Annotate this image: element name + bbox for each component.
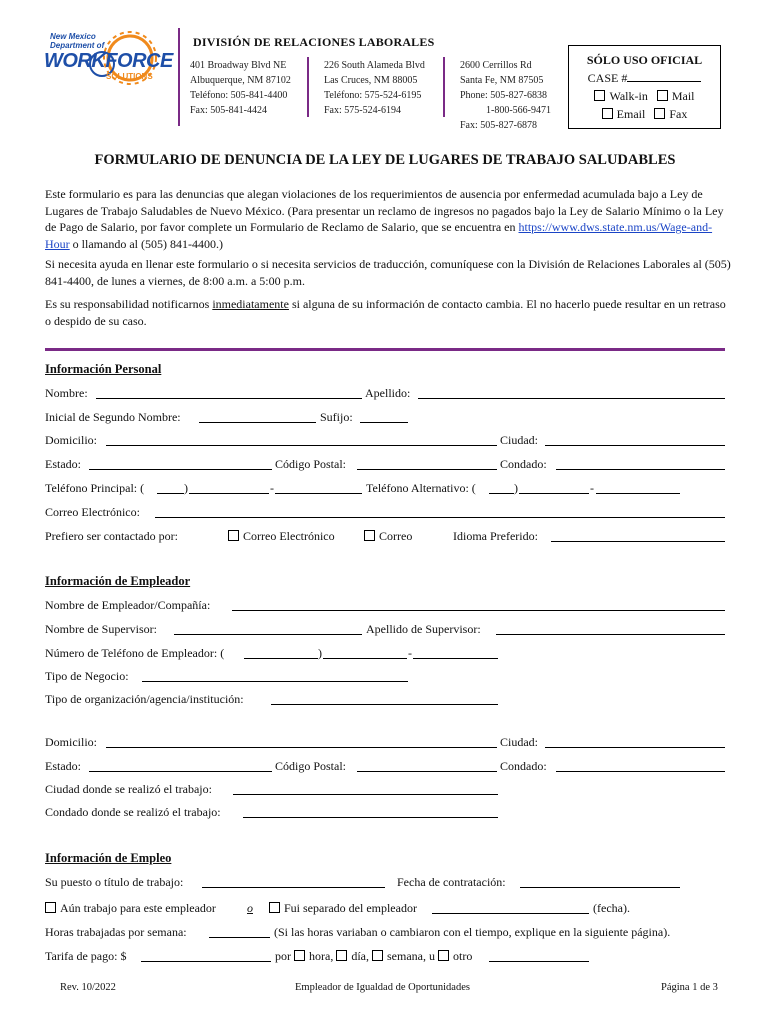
work-county-label: Condado donde se realizó el trabajo:	[45, 805, 221, 819]
contact-mail-label: Correo	[379, 529, 413, 543]
intro-text: Es su responsabilidad notificarnos	[45, 297, 213, 311]
middle-initial-label: Inicial de Segundo Nombre:	[45, 410, 181, 424]
first-name-label: Nombre:	[45, 386, 88, 400]
zip-field[interactable]	[357, 469, 497, 470]
phone-line: 1-800-566-9471	[486, 105, 551, 116]
suffix-label: Sufijo:	[320, 410, 353, 424]
mail-checkbox[interactable]	[657, 90, 668, 101]
hire-date-field[interactable]	[520, 887, 680, 888]
address-field[interactable]	[106, 445, 497, 446]
work-city-field[interactable]	[233, 794, 498, 795]
address-line: 226 South Alameda Blvd	[324, 60, 425, 71]
employer-county-field[interactable]	[556, 771, 725, 772]
employer-city-label: Ciudad:	[500, 735, 538, 749]
phone-line: Phone: 505-827-6838	[460, 90, 547, 101]
contact-email-checkbox[interactable]	[228, 530, 239, 541]
employer-phone-line-field[interactable]	[413, 658, 498, 659]
language-field[interactable]	[551, 541, 725, 542]
fax-line: Fax: 505-827-6878	[460, 120, 537, 131]
per-label: por	[275, 949, 291, 963]
intro-text: o llamando al (505) 841-4400.)	[69, 236, 223, 251]
per-day-label: día,	[351, 949, 369, 963]
supervisor-last-label: Apellido de Supervisor:	[366, 622, 481, 636]
primary-phone-area-field[interactable]	[157, 493, 184, 494]
separation-date-field[interactable]	[432, 913, 589, 914]
last-name-field[interactable]	[418, 398, 725, 399]
intro-paragraph-3	[45, 296, 731, 329]
walkin-checkbox[interactable]	[594, 90, 605, 101]
pay-rate-field[interactable]	[141, 961, 271, 962]
employer-phone-area-field[interactable]	[244, 658, 318, 659]
employer-name-label: Nombre de Empleador/Compañía:	[45, 598, 211, 612]
per-week-label: semana, u	[387, 949, 435, 963]
dash: -	[590, 481, 594, 495]
intro-paragraph-1	[45, 186, 731, 252]
fax-label: Fax	[669, 107, 688, 121]
footer-eoe: Empleador de Igualdad de Oportunidades	[295, 982, 470, 993]
office-las-cruces	[324, 58, 425, 118]
contact-preference-label: Prefiero ser contactado por:	[45, 529, 178, 543]
org-type-field[interactable]	[271, 704, 498, 705]
employer-name-field[interactable]	[232, 610, 725, 611]
official-use-box	[568, 45, 721, 129]
pay-other-field[interactable]	[489, 961, 589, 962]
job-title-field[interactable]	[202, 887, 385, 888]
division-title: DIVISIÓN DE RELACIONES LABORALES	[193, 35, 435, 49]
mail-label: Mail	[671, 89, 695, 103]
employer-county-label: Condado:	[500, 759, 547, 773]
org-type-label: Tipo de organización/agencia/institución:	[45, 692, 244, 706]
form-title: FORMULARIO DE DENUNCIA DE LA LEY DE LUGARES DE TRABAJO SALUDABLES	[94, 152, 676, 168]
last-name-label: Apellido:	[365, 386, 411, 400]
email-label: Email	[616, 107, 646, 121]
employer-phone-label: Número de Teléfono de Empleador: (	[45, 646, 225, 660]
state-label: Estado:	[45, 457, 81, 471]
or-text: o	[247, 901, 253, 915]
business-type-field[interactable]	[142, 681, 408, 682]
supervisor-last-field[interactable]	[496, 634, 725, 635]
contact-email-label: Correo Electrónico	[243, 529, 335, 543]
per-hour-label: hora,	[309, 949, 334, 963]
employment-info-heading: Información de Empleo	[45, 851, 172, 865]
employer-zip-label: Código Postal:	[275, 759, 347, 773]
work-county-field[interactable]	[243, 817, 498, 818]
primary-phone-prefix-field[interactable]	[189, 493, 269, 494]
employer-state-label: Estado:	[45, 759, 81, 773]
contact-mail-option[interactable]	[364, 529, 412, 544]
revision-date: Rev. 10/2022	[60, 982, 116, 993]
employer-info-heading: Información de Empleador	[45, 574, 191, 588]
still-employed-label: Aún trabajo para este empleador	[60, 901, 216, 915]
primary-phone-label: Teléfono Principal: (	[45, 481, 145, 495]
phone-line: Teléfono: 505-841-4400	[190, 90, 288, 101]
pay-per-options	[275, 949, 472, 964]
header-divider	[307, 57, 309, 117]
address-line: 401 Broadway Blvd NE	[190, 60, 287, 71]
phone-line: Teléfono: 575-524-6195	[324, 90, 422, 101]
office-santa-fe	[460, 58, 551, 133]
paren-close: )	[514, 481, 518, 495]
address-line: 2600 Cerrillos Rd	[460, 60, 532, 71]
logo-line3: WORKFORCE	[44, 50, 173, 72]
intro-paragraph-2: Si necesita ayuda en llenar este formulario o si necesita servicios de traducción, comuníquese con la División de Relaciones Laborales al (505) 841-4400, de lunes a viernes, de 8:00 a.m. a 5:00 p.m.	[45, 257, 731, 288]
pay-rate-label: Tarifa de pago: $	[45, 949, 127, 963]
personal-info-heading: Información Personal	[45, 362, 162, 376]
separated-option[interactable]	[269, 901, 417, 916]
hours-note: (Si las horas variaban o cambiaron con el tiempo, explique en la siguiente página).	[274, 925, 671, 939]
work-city-label: Ciudad donde se realizó el trabajo:	[45, 782, 212, 796]
job-title-label: Su puesto o título de trabajo:	[45, 875, 184, 889]
contact-mail-checkbox[interactable]	[364, 530, 375, 541]
address-line: Las Cruces, NM 88005	[324, 75, 418, 86]
separated-checkbox[interactable]	[269, 902, 280, 913]
employer-city-field[interactable]	[545, 747, 725, 748]
email-address-field[interactable]	[155, 517, 725, 518]
county-field[interactable]	[556, 469, 725, 470]
employer-state-field[interactable]	[89, 771, 272, 772]
email-checkbox[interactable]	[602, 108, 613, 119]
dash: -	[408, 646, 412, 660]
section-divider	[45, 348, 725, 351]
hours-label: Horas trabajadas por semana:	[45, 925, 187, 939]
per-other-label: otro	[452, 949, 473, 963]
address-line: Albuquerque, NM 87102	[190, 75, 291, 86]
city-label: Ciudad:	[500, 433, 538, 447]
intake-row-2	[569, 107, 720, 122]
business-type-label: Tipo de Negocio:	[45, 669, 129, 683]
employer-address-field[interactable]	[106, 747, 497, 748]
case-label: CASE #	[587, 71, 628, 85]
state-field[interactable]	[89, 469, 272, 470]
hire-date-label: Fecha de contratación:	[397, 875, 506, 889]
still-employed-option[interactable]	[45, 901, 216, 916]
header-divider	[443, 57, 445, 117]
paren-close: )	[318, 646, 322, 660]
hours-field[interactable]	[209, 937, 270, 938]
city-field[interactable]	[545, 445, 725, 446]
alt-phone-area-field[interactable]	[489, 493, 514, 494]
suffix-field[interactable]	[360, 422, 408, 423]
official-use-title: SÓLO USO OFICIAL	[586, 53, 703, 67]
supervisor-name-field[interactable]	[174, 634, 362, 635]
still-employed-checkbox[interactable]	[45, 902, 56, 913]
date-suffix: (fecha).	[593, 901, 630, 915]
address-line: Santa Fe, NM 87505	[460, 75, 544, 86]
middle-initial-field[interactable]	[199, 422, 316, 423]
alt-phone-label: Teléfono Alternativo: (	[366, 481, 476, 495]
logo-line1: New Mexico	[50, 32, 96, 41]
employer-zip-field[interactable]	[357, 771, 497, 772]
alt-phone-line-field[interactable]	[596, 493, 680, 494]
language-label: Idioma Preferido:	[453, 529, 538, 543]
separated-label: Fui separado del empleador	[284, 901, 417, 915]
alt-phone-prefix-field[interactable]	[519, 493, 589, 494]
case-number-field[interactable]	[627, 81, 701, 82]
per-other-checkbox[interactable]	[438, 950, 449, 961]
paren-close: )	[184, 481, 188, 495]
supervisor-name-label: Nombre de Supervisor:	[45, 622, 157, 636]
first-name-field[interactable]	[96, 398, 362, 399]
per-day-checkbox[interactable]	[336, 950, 347, 961]
wage-hour-link[interactable]: https://www.dws.state.nm.us/Wage-and-Hour	[45, 220, 713, 251]
fax-line: Fax: 575-524-6194	[324, 105, 401, 116]
header-divider	[178, 28, 180, 126]
per-week-checkbox[interactable]	[372, 950, 383, 961]
logo-line2: Department of	[50, 41, 105, 50]
intro-text: Este formulario es para las denuncias que alegan violaciones de los requerimientos de ausencia por enfermedad acumulada bajo a Ley de Lugares de Trabajo Saludables de Nuevo México. (Para presentar un reclamo de ingresos no pagados bajo la Ley de Salario Mínimo o la Ley de Pago de Salario, por favor complete un Formulario de Reclamo de Salario, que se encuentra en	[45, 187, 724, 234]
per-hour-checkbox[interactable]	[294, 950, 305, 961]
office-albuquerque	[190, 58, 291, 118]
page-number: Página 1 de 3	[661, 982, 718, 993]
fax-line: Fax: 505-841-4424	[190, 105, 267, 116]
case-number-row	[569, 71, 720, 86]
intro-text: si alguna de su información de contacto cambia. El no hacerlo puede resultar en un retraso o despido de su caso.	[45, 297, 726, 328]
contact-email-option[interactable]	[228, 529, 335, 544]
county-label: Condado:	[500, 457, 547, 471]
emphasis-text: inmediatamente	[212, 297, 289, 311]
logo-line4: SOLUTIONS	[106, 72, 153, 81]
email-address-label: Correo Electrónico:	[45, 505, 140, 519]
walkin-label: Walk-in	[609, 89, 648, 103]
zip-label: Código Postal:	[275, 457, 347, 471]
address-label: Domicilio:	[45, 433, 97, 447]
employer-address-label: Domicilio:	[45, 735, 97, 749]
dash: -	[270, 481, 274, 495]
primary-phone-line-field[interactable]	[275, 493, 362, 494]
employer-phone-prefix-field[interactable]	[323, 658, 407, 659]
intake-row-1	[569, 89, 720, 104]
fax-checkbox[interactable]	[654, 108, 665, 119]
nmdws-logo	[42, 28, 173, 94]
